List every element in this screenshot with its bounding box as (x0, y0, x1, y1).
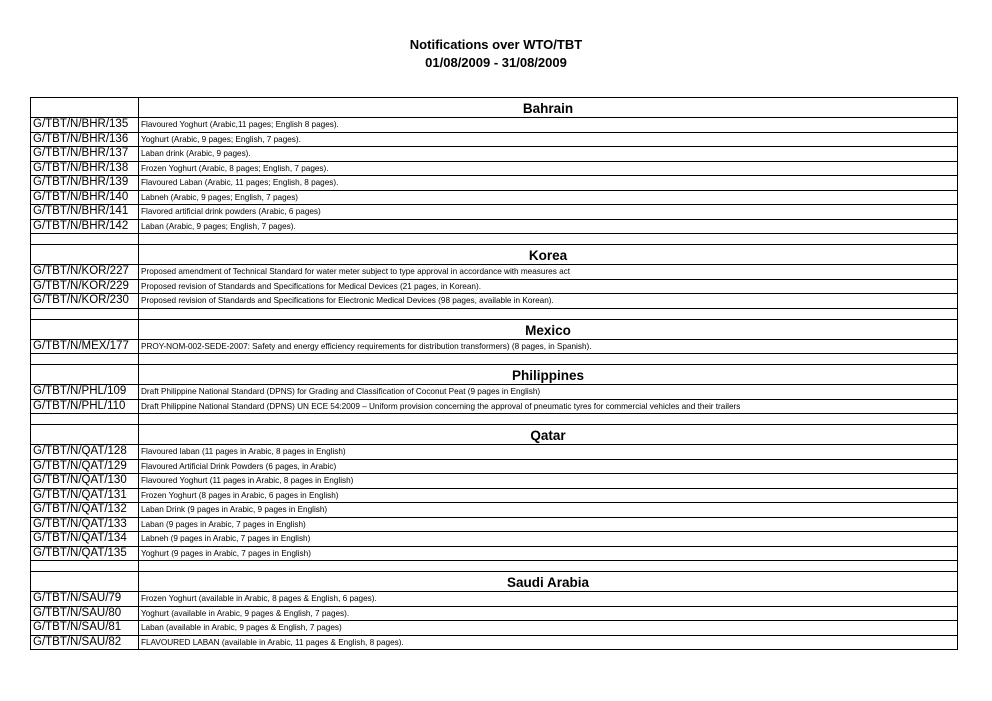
notification-description: Labneh (Arabic, 9 pages; English, 7 pages) (139, 190, 958, 205)
notification-code: G/TBT/N/BHR/141 (31, 205, 139, 220)
spacer-row (31, 561, 958, 572)
country-name: Qatar (139, 425, 958, 445)
table-row (31, 621, 958, 636)
spacer-cell (31, 354, 139, 365)
notification-description: Proposed revision of Standards and Specifications for Medical Devices (21 pages, in Korean). (139, 279, 958, 294)
table-row (31, 399, 958, 414)
table-row (31, 132, 958, 147)
notification-description: Yoghurt (Arabic, 9 pages; English, 7 pages). (139, 132, 958, 147)
notification-code: G/TBT/N/SAU/82 (31, 635, 139, 650)
table-row (31, 488, 958, 503)
table-row (31, 279, 958, 294)
notification-description: Flavored artificial drink powders (Arabic, 6 pages) (139, 205, 958, 220)
country-name: Korea (139, 245, 958, 265)
notification-description: Frozen Yoghurt (available in Arabic, 8 pages & English, 6 pages). (139, 592, 958, 607)
table-row (31, 294, 958, 309)
country-header-row (31, 572, 958, 592)
date-range: 01/08/2009 - 31/08/2009 (425, 55, 567, 70)
table-row (31, 635, 958, 650)
spacer-row (31, 234, 958, 245)
notification-description: Frozen Yoghurt (Arabic, 8 pages; English, 7 pages). (139, 161, 958, 176)
table-row (31, 161, 958, 176)
notification-code: G/TBT/N/QAT/130 (31, 474, 139, 489)
notification-code: G/TBT/N/PHL/110 (31, 399, 139, 414)
country-name: Saudi Arabia (139, 572, 958, 592)
spacer-cell (139, 561, 958, 572)
country-name: Bahrain (139, 98, 958, 118)
notification-code: G/TBT/N/QAT/134 (31, 532, 139, 547)
notification-description: Laban Drink (9 pages in Arabic, 9 pages in English) (139, 503, 958, 518)
spacer-row (31, 308, 958, 319)
country-header-row (31, 245, 958, 265)
notification-code: G/TBT/N/BHR/140 (31, 190, 139, 205)
country-header-spacer (31, 98, 139, 118)
spacer-row (31, 414, 958, 425)
country-header-row (31, 425, 958, 445)
country-name: Mexico (139, 319, 958, 339)
table-row (31, 205, 958, 220)
notification-code: G/TBT/N/BHR/135 (31, 118, 139, 133)
table-row (31, 265, 958, 280)
notification-code: G/TBT/N/PHL/109 (31, 385, 139, 400)
notification-description: FLAVOURED LABAN (available in Arabic, 11 pages & English, 8 pages). (139, 635, 958, 650)
spacer-cell (31, 414, 139, 425)
notification-code: G/TBT/N/QAT/132 (31, 503, 139, 518)
spacer-cell (139, 234, 958, 245)
document-title: Notifications over WTO/TBT (409, 37, 583, 52)
notification-description: Laban (Arabic, 9 pages; English, 7 pages). (139, 219, 958, 234)
table-row (31, 339, 958, 354)
notification-description: Yoghurt (9 pages in Arabic, 7 pages in English) (139, 546, 958, 561)
spacer-row (31, 354, 958, 365)
notification-description: Draft Philippine National Standard (DPNS) UN ECE 54:2009 – Uniform provision concerning the approval of pneumatic tyres for commercial vehicles and their trailers (139, 399, 958, 414)
spacer-cell (139, 354, 958, 365)
document-header (0, 36, 992, 72)
spacer-cell (31, 308, 139, 319)
notification-code: G/TBT/N/BHR/136 (31, 132, 139, 147)
notification-code: G/TBT/N/QAT/135 (31, 546, 139, 561)
spacer-cell (31, 561, 139, 572)
table-row (31, 532, 958, 547)
spacer-cell (31, 234, 139, 245)
table-row (31, 445, 958, 460)
notification-description: Laban (9 pages in Arabic, 7 pages in English) (139, 517, 958, 532)
table-row (31, 546, 958, 561)
notification-code: G/TBT/N/SAU/80 (31, 606, 139, 621)
table-row (31, 503, 958, 518)
notification-description: Flavoured Laban (Arabic, 11 pages; English, 8 pages). (139, 176, 958, 191)
country-header-spacer (31, 245, 139, 265)
notification-code: G/TBT/N/KOR/230 (31, 294, 139, 309)
notification-code: G/TBT/N/BHR/139 (31, 176, 139, 191)
notification-description: Flavoured Yoghurt (Arabic,11 pages; English 8 pages). (139, 118, 958, 133)
notification-description: Laban (available in Arabic, 9 pages & English, 7 pages) (139, 621, 958, 636)
notification-description: Flavoured Yoghurt (11 pages in Arabic, 8 pages in English) (139, 474, 958, 489)
table-row (31, 385, 958, 400)
notification-code: G/TBT/N/QAT/131 (31, 488, 139, 503)
notification-code: G/TBT/N/QAT/128 (31, 445, 139, 460)
notification-code: G/TBT/N/BHR/137 (31, 147, 139, 162)
notification-code: G/TBT/N/SAU/79 (31, 592, 139, 607)
notification-code: G/TBT/N/BHR/142 (31, 219, 139, 234)
table-row (31, 606, 958, 621)
notification-code: G/TBT/N/KOR/229 (31, 279, 139, 294)
notification-code: G/TBT/N/SAU/81 (31, 621, 139, 636)
table-row (31, 190, 958, 205)
table-row (31, 474, 958, 489)
notification-code: G/TBT/N/QAT/133 (31, 517, 139, 532)
notification-description: Draft Philippine National Standard (DPNS) for Grading and Classification of Coconut Peat (9 pages in English) (139, 385, 958, 400)
country-header-spacer (31, 319, 139, 339)
notification-description: Yoghurt (available in Arabic, 9 pages & English, 7 pages). (139, 606, 958, 621)
notification-description: Labneh (9 pages in Arabic, 7 pages in English) (139, 532, 958, 547)
notification-code: G/TBT/N/BHR/138 (31, 161, 139, 176)
table-row (31, 459, 958, 474)
notification-code: G/TBT/N/KOR/227 (31, 265, 139, 280)
table-row (31, 147, 958, 162)
table-row (31, 517, 958, 532)
table-row (31, 219, 958, 234)
notifications-table (30, 97, 958, 650)
notification-code: G/TBT/N/QAT/129 (31, 459, 139, 474)
spacer-cell (139, 414, 958, 425)
country-header-spacer (31, 572, 139, 592)
country-header-spacer (31, 365, 139, 385)
country-header-row (31, 365, 958, 385)
notification-description: Flavoured Artificial Drink Powders (6 pages, in Arabic) (139, 459, 958, 474)
notification-description: Laban drink (Arabic, 9 pages). (139, 147, 958, 162)
country-header-spacer (31, 425, 139, 445)
table-row (31, 118, 958, 133)
notification-description: Flavoured laban (11 pages in Arabic, 8 pages in English) (139, 445, 958, 460)
country-header-row (31, 98, 958, 118)
notification-code: G/TBT/N/MEX/177 (31, 339, 139, 354)
table-row (31, 176, 958, 191)
country-header-row (31, 319, 958, 339)
country-name: Philippines (139, 365, 958, 385)
notification-description: PROY-NOM-002-SEDE-2007: Safety and energy efficiency requirements for distribution transformers) (8 pages, in Spanish). (139, 339, 958, 354)
table-row (31, 592, 958, 607)
notification-description: Proposed revision of Standards and Specifications for Electronic Medical Devices (98 pages, available in Korean). (139, 294, 958, 309)
notification-description: Proposed amendment of Technical Standard for water meter subject to type approval in accordance with measures act (139, 265, 958, 280)
spacer-cell (139, 308, 958, 319)
notification-description: Frozen Yoghurt (8 pages in Arabic, 6 pages in English) (139, 488, 958, 503)
